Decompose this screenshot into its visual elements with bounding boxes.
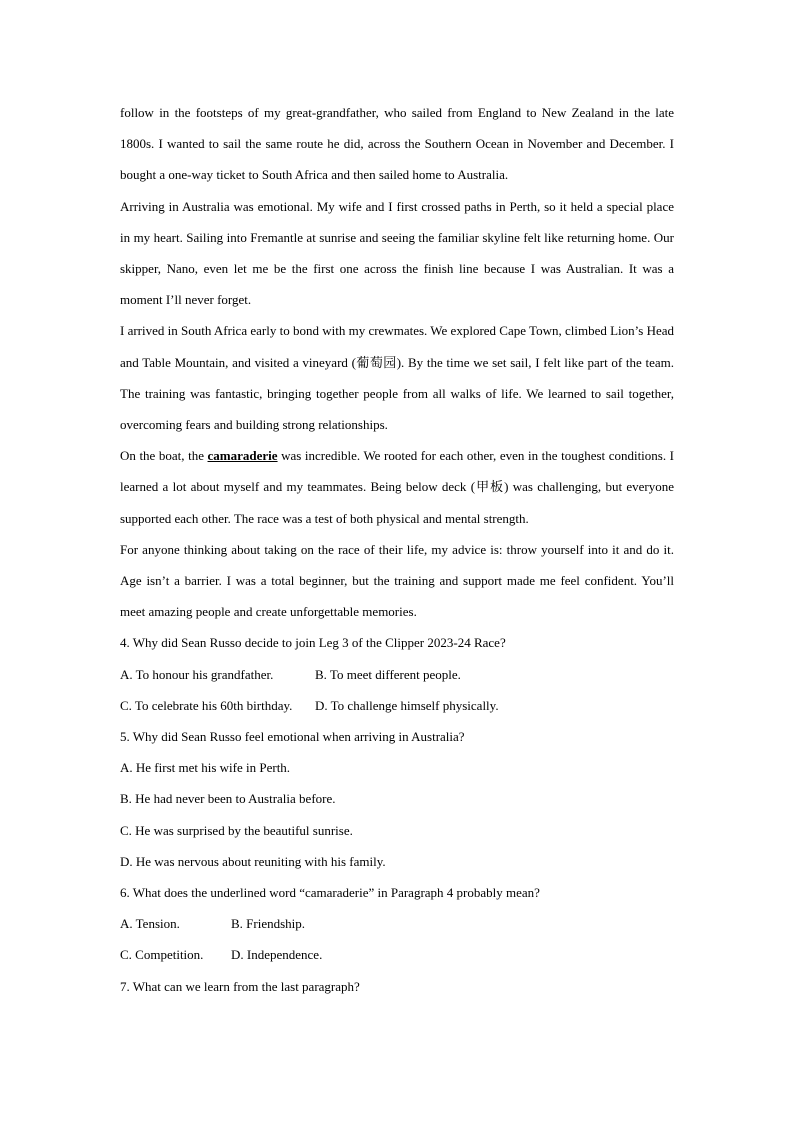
question-4-option-c: C. To celebrate his 60th birthday. <box>120 697 293 713</box>
question-6-option-d: D. Independence. <box>231 947 323 963</box>
passage-paragraph-2: Arriving in Australia was emotional. My wife and I first crossed paths in Perth, so it held a special place in my heart. Sailing into Fremantle at sunrise and seeing the familiar skyline felt like returning home. Our skipper, Nano, even let me be the first one across the finish line because I was Australian. It was a moment I’ll never forget. <box>120 198 674 308</box>
passage-paragraph-5: For anyone thinking about taking on the race of their life, my advice is: throw yourself into it and do it. Age isn’t a barrier. I was a total beginner, but the training and support made me feel confident. You’ll meet amazing people and create unforgettable memories. <box>120 541 674 620</box>
question-6-option-c: C. Competition. <box>120 947 204 963</box>
underlined-keyword: camaraderie <box>207 448 278 464</box>
question-6-options-row-1 <box>120 908 674 939</box>
question-5-option-b: B. He had never been to Australia before. <box>120 791 336 807</box>
question-4-stem: 4. Why did Sean Russo decide to join Leg 3 of the Clipper 2023-24 Race? <box>120 635 506 651</box>
paragraph-4-rest: was incredible. We rooted for each other, even in the toughest conditions. I learned a lot about myself and my teammates. Being below deck (甲板) was challenging, but everyone supported each other. The race was a test of both physical and mental strength. <box>120 448 674 526</box>
question-4-options-row-1 <box>120 659 674 690</box>
question-4-options-row-2 <box>120 690 674 721</box>
question-5-stem: 5. Why did Sean Russo feel emotional when arriving in Australia? <box>120 729 465 745</box>
paragraph-4-lead: On the boat, the <box>120 448 208 464</box>
question-6-options-row-2 <box>120 939 674 970</box>
question-4-option-a: A. To honour his grandfather. <box>120 666 274 682</box>
question-5-option-d: D. He was nervous about reuniting with his family. <box>120 853 386 869</box>
passage-paragraph-4 <box>120 440 674 534</box>
question-5-option-a: A. He first met his wife in Perth. <box>120 760 291 776</box>
passage-paragraph-3: I arrived in South Africa early to bond with my crewmates. We explored Cape Town, climbed Lion’s Head and Table Mountain, and visited a vineyard (葡萄园). By the time we set sail, I felt like part of the team. The training was fantastic, bringing together people from all walks of life. We learned to sail together, overcoming fears and building strong relationships. <box>120 323 674 433</box>
question-6-option-a: A. Tension. <box>120 916 180 932</box>
question-7-stem: 7. What can we learn from the last paragraph? <box>120 978 360 994</box>
question-5-option-c: C. He was surprised by the beautiful sunrise. <box>120 822 353 838</box>
question-4-option-d: D. To challenge himself physically. <box>315 697 499 713</box>
question-6-stem: 6. What does the underlined word “camaraderie” in Paragraph 4 probably mean? <box>120 885 540 901</box>
question-4-option-b: B. To meet different people. <box>315 666 461 682</box>
passage-paragraph-1: follow in the footsteps of my great-grandfather, who sailed from England to New Zealand in the late 1800s. I wanted to sail the same route he did, across the Southern Ocean in November and December. I bought a one-way ticket to South Africa and then sailed home to Australia. <box>120 105 674 183</box>
question-6-option-b: B. Friendship. <box>231 916 306 932</box>
document-page <box>120 97 674 1002</box>
